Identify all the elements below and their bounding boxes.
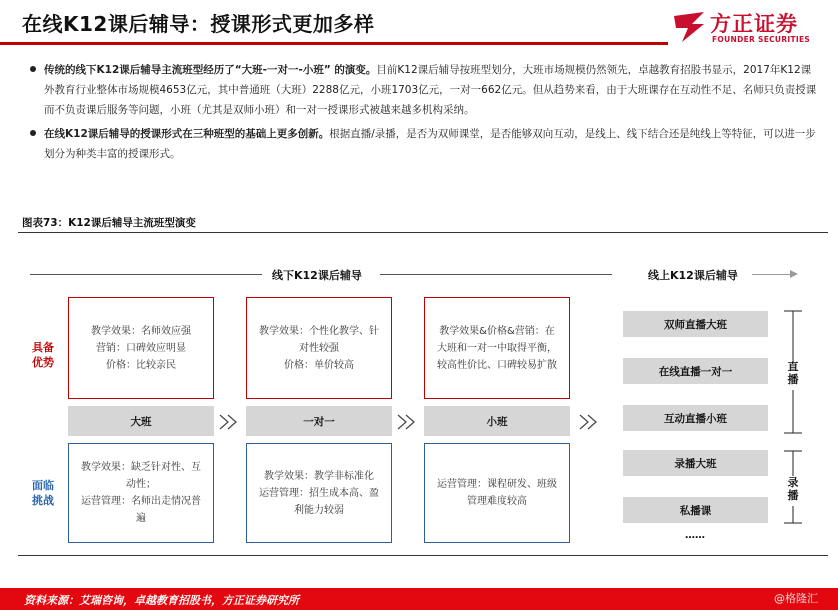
advantage-label-line-2: 优势 bbox=[32, 356, 54, 369]
challenge-text: 运营管理：招生成本高、盈 bbox=[259, 487, 379, 499]
challenge-text: 运营管理：名师出走情况普 bbox=[81, 496, 201, 507]
challenge-text: 教学效果：教学非标准化 bbox=[264, 470, 374, 482]
page-title: 在线K12课后辅导：授课形式更加多样 bbox=[22, 12, 375, 36]
recorded-label: 录播 bbox=[786, 476, 800, 506]
challenge-box-large-class bbox=[68, 443, 214, 543]
logo-chinese-name: 方正证券 bbox=[710, 12, 798, 36]
offline-timeline-right-line bbox=[380, 274, 612, 275]
advantage-text: 大班和一对一中取得平衡， bbox=[437, 342, 557, 354]
challenge-box-one-on-one bbox=[246, 443, 392, 543]
founder-logo-mark-icon bbox=[672, 10, 706, 44]
live-label: 直播 bbox=[786, 360, 800, 390]
challenge-text: 遍 bbox=[136, 513, 146, 524]
online-item-dual-teacher-live-large: 双师直播大班 bbox=[623, 311, 768, 337]
logo-english-name: FOUNDER SECURITIES bbox=[712, 35, 811, 44]
chevron-right-icon bbox=[578, 413, 602, 431]
class-type-large: 大班 bbox=[68, 406, 214, 436]
bullet-paragraph-1 bbox=[30, 60, 820, 120]
advantage-text: 较高性价比、口碑较易扩散 bbox=[437, 359, 557, 371]
challenge-text: 利能力较弱 bbox=[294, 504, 344, 516]
chevron-right-icon bbox=[218, 413, 242, 431]
challenge-label-line-2: 挑战 bbox=[32, 494, 54, 507]
advantage-box-one-on-one bbox=[246, 297, 392, 399]
bullet-2-text: 根据直播/录播，是否为双师课堂，是否能够双向互动，是线上、线下结合还是纯线上等特征，可以进一步划分为种类丰富的授课形式。 bbox=[44, 128, 816, 160]
advantage-box-large-class bbox=[68, 297, 214, 399]
advantage-text: 教学效果：名师效应强 bbox=[91, 325, 191, 337]
advantage-text: 对性较强 bbox=[299, 342, 339, 354]
advantage-box-small-class bbox=[424, 297, 570, 399]
online-item-interactive-live-small: 互动直播小班 bbox=[623, 405, 768, 431]
title-underline bbox=[0, 42, 668, 45]
bullet-1-lead: 传统的线下K12课后辅导主流班型经历了“大班-一对一-小班” 的演变。 bbox=[44, 64, 377, 76]
source-note: 资料来源：艾瑞咨询，卓越教育招股书，方正证券研究所 bbox=[24, 594, 299, 607]
challenge-text: 运营管理：课程研发、班级 bbox=[437, 479, 557, 490]
advantage-text: 价格：比较亲民 bbox=[106, 359, 176, 371]
bullet-2-lead: 在线K12课后辅导的授课形式在三种班型的基础上更多创新。 bbox=[44, 128, 330, 140]
figure-top-rule bbox=[18, 232, 828, 233]
advantage-text: 教学效果&价格&营销：在 bbox=[439, 325, 555, 337]
class-type-one-on-one: 一对一 bbox=[246, 406, 392, 436]
bullet-dot-icon bbox=[30, 130, 36, 136]
challenge-text: 动性； bbox=[126, 479, 156, 490]
bullet-dot-icon bbox=[30, 66, 36, 72]
advantage-label-line-1: 具备 bbox=[32, 341, 54, 354]
watermark: @格隆汇 bbox=[774, 592, 818, 605]
online-item-live-one-on-one: 在线直播一对一 bbox=[623, 358, 768, 384]
online-timeline-line bbox=[752, 274, 790, 275]
chevron-right-icon bbox=[396, 413, 420, 431]
class-type-small: 小班 bbox=[424, 406, 570, 436]
more-items-ellipsis: …… bbox=[685, 530, 705, 541]
brand-logo bbox=[672, 8, 822, 48]
challenge-text: 管理难度较高 bbox=[467, 496, 527, 507]
bullet-paragraph-2 bbox=[30, 124, 820, 164]
challenge-label-line-1: 面临 bbox=[32, 479, 54, 492]
advantage-text: 教学效果：个性化教学、针 bbox=[259, 325, 379, 337]
online-item-private-course: 私播课 bbox=[623, 497, 768, 523]
challenge-box-small-class bbox=[424, 443, 570, 543]
online-item-recorded-large: 录播大班 bbox=[623, 450, 768, 476]
challenge-text: 教学效果：缺乏针对性、互 bbox=[81, 462, 201, 473]
challenge-row-label bbox=[28, 478, 58, 508]
offline-timeline-left-line bbox=[30, 274, 262, 275]
advantage-text: 价格：单价较高 bbox=[284, 359, 354, 371]
figure-title: 图表73：K12课后辅导主流班型演变 bbox=[22, 217, 196, 229]
advantage-text: 营销：口碑效应明显 bbox=[96, 342, 186, 354]
offline-label: 线下K12课后辅导 bbox=[272, 269, 362, 282]
timeline-arrow-icon bbox=[790, 270, 798, 278]
advantage-row-label bbox=[28, 340, 58, 370]
bullet-1-text: 目前K12课后辅导按班型划分，大班市场规模仍然领先，卓越教育招股书显示，2017年K12课外教育行业整体市场规模4653亿元，其中普通班（大班）2288亿元，小班1703亿元，一对一662亿元。但从趋势来看，由于大班课存在互动性不足、名师只负责授课而不负责课后服务等问题，小班（尤其是双师小班）和一对一授课形式被越来越多机构采纳。 bbox=[44, 64, 817, 116]
online-label: 线上K12课后辅导 bbox=[648, 269, 738, 282]
figure-bottom-rule bbox=[18, 555, 828, 556]
